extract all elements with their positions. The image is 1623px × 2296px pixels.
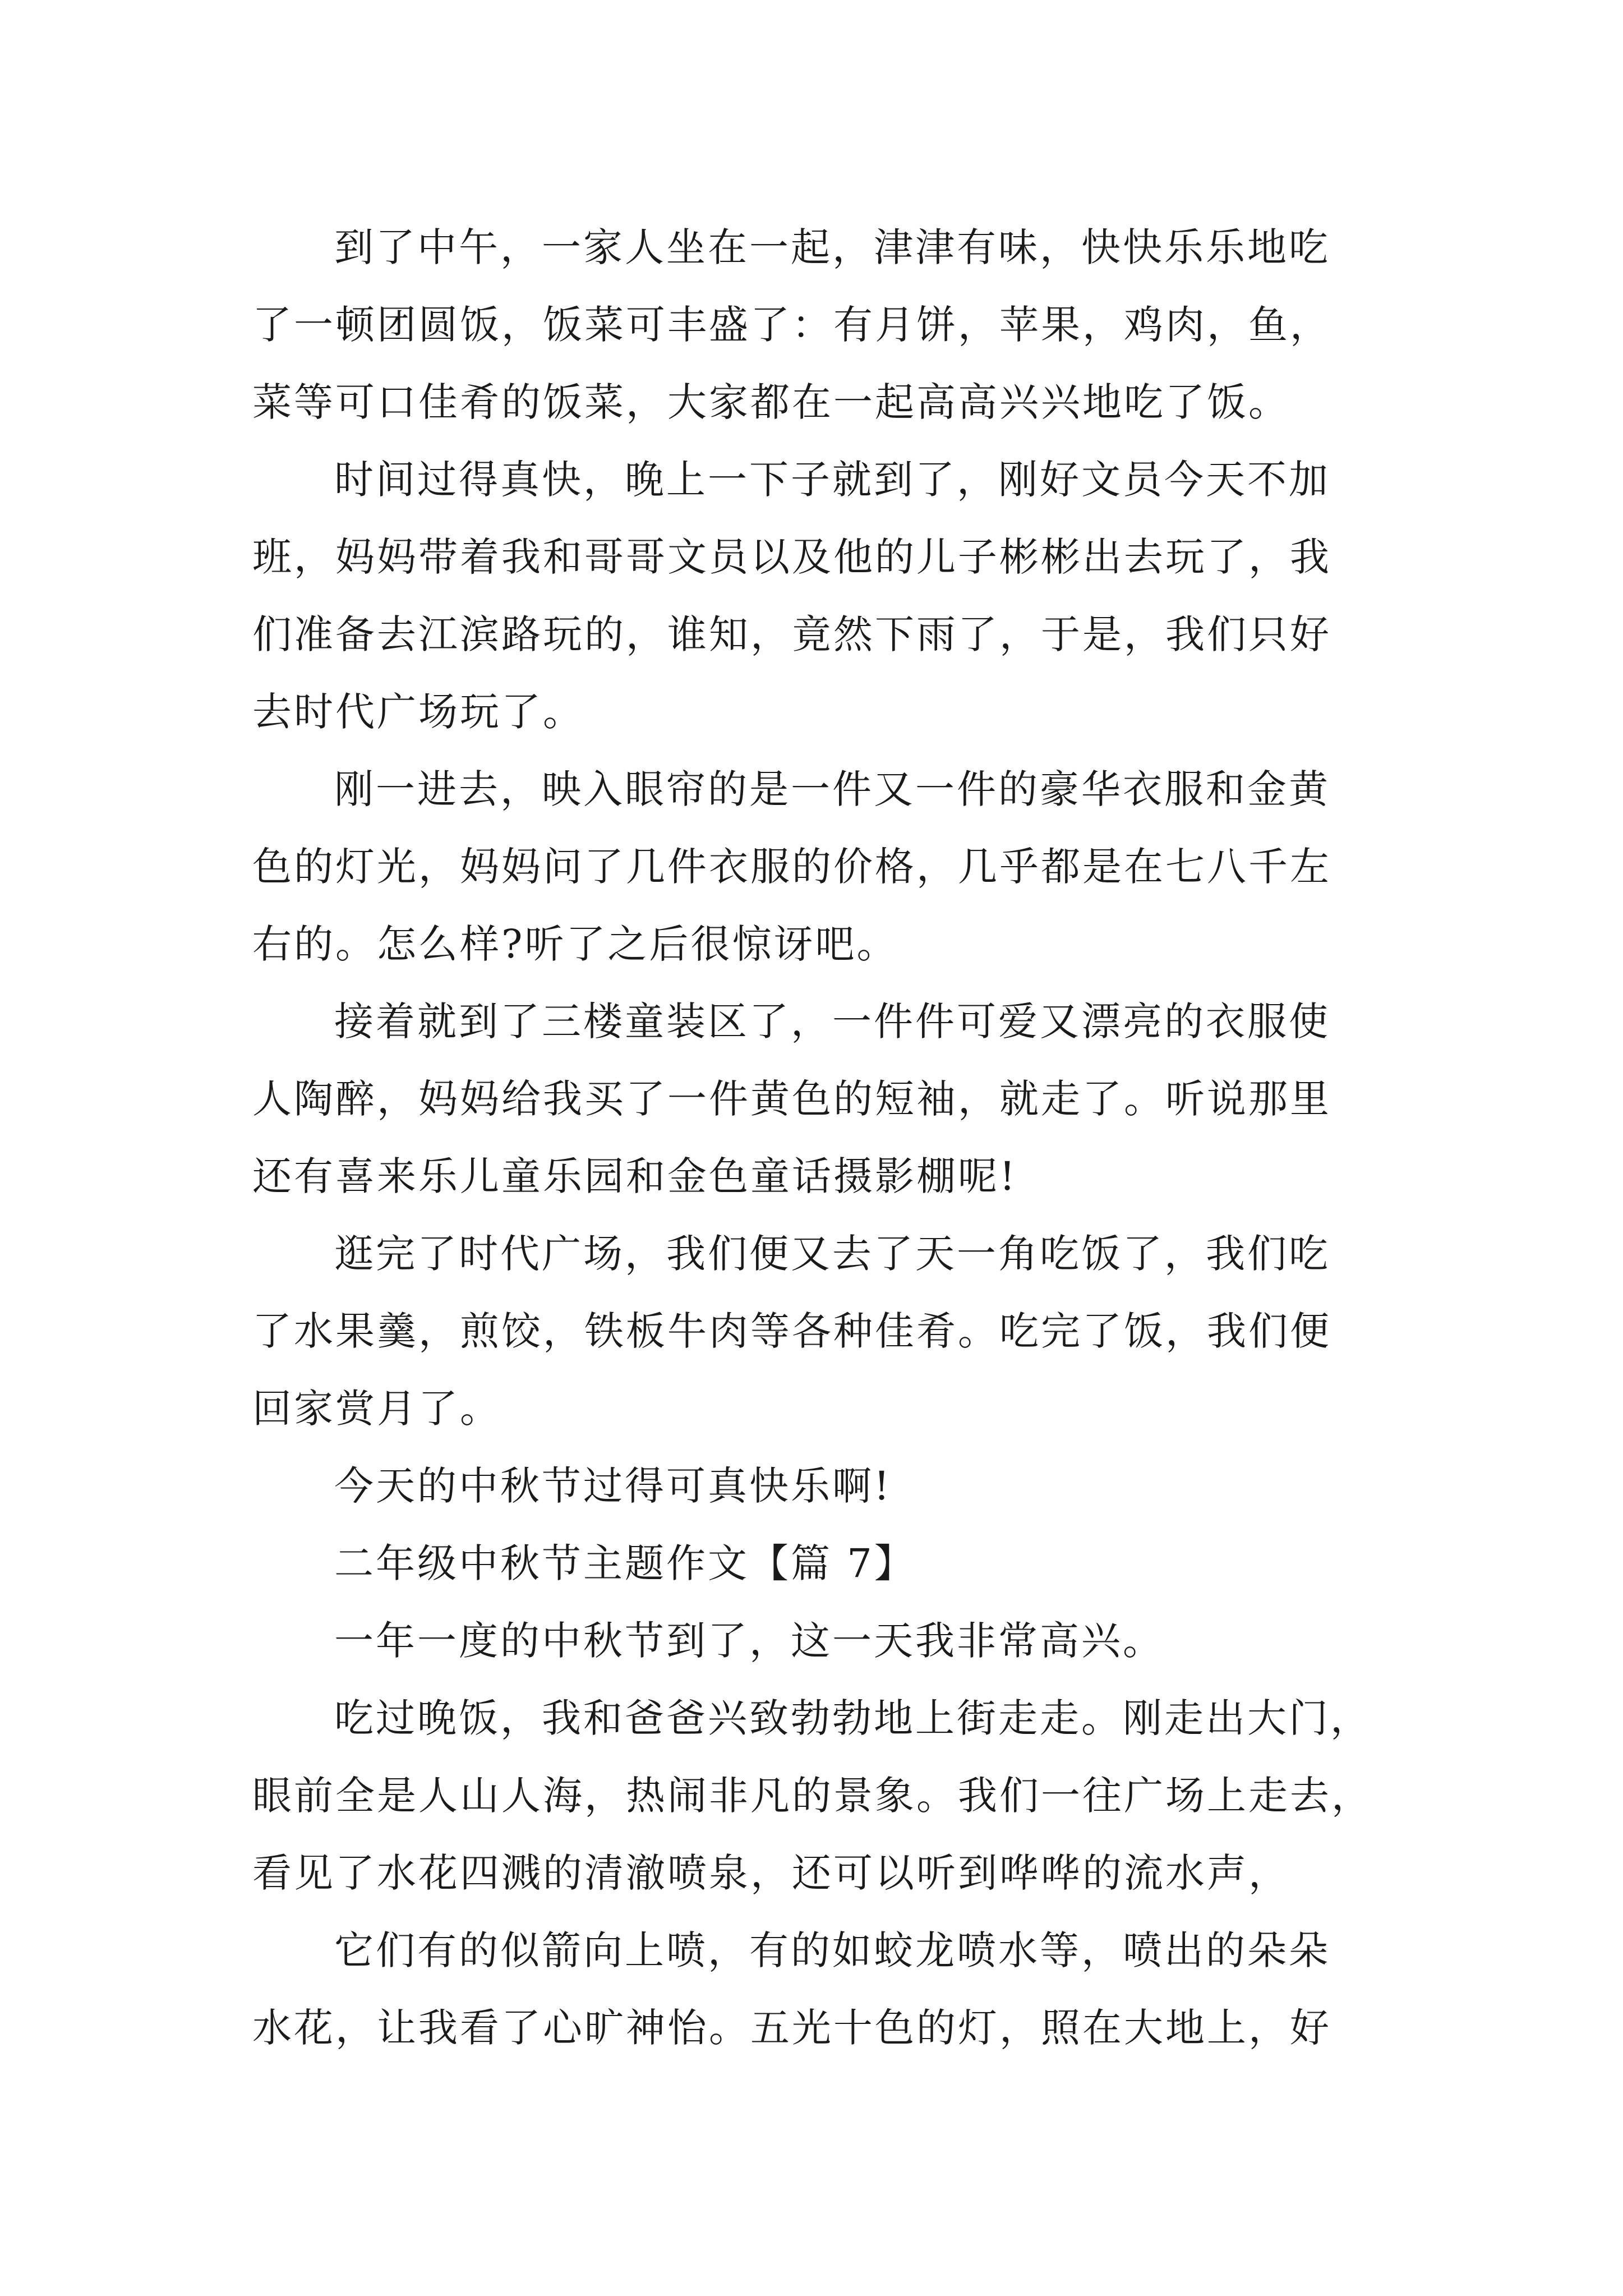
text-line: 班，妈妈带着我和哥哥文员以及他的儿子彬彬出去玩了，我 [252,534,1331,580]
paragraph [252,441,1380,751]
text-line: 它们有的似箭向上喷，有的如蛟龙喷水等，喷出的朵朵 [334,1927,1330,1973]
text-line: 回家赏月了。 [252,1386,501,1432]
paragraph [252,751,1380,983]
text-line: 水花，让我看了心旷神怡。五光十色的灯，照在大地上，好 [252,2005,1331,2051]
paragraph [252,1215,1380,1447]
text-line: 了一顿团圆饭，饭菜可丰盛了：有月饼，苹果，鸡肉，鱼， [252,302,1331,348]
paragraph [252,1680,1380,1912]
text-line: 去时代广场玩了。 [252,689,584,735]
text-line: 看见了水花四溅的清澈喷泉，还可以听到哗哗的流水声， [252,1850,1290,1896]
text-line: 人陶醉，妈妈给我买了一件黄色的短袖，就走了。听说那里 [252,1076,1331,1122]
text-line: 今天的中秋节过得可真快乐啊! [334,1463,892,1509]
section-heading [252,1525,1380,1602]
text-line: 一年一度的中秋节到了，这一天我非常高兴。 [334,1618,1164,1664]
paragraph [252,1602,1380,1680]
document-body [252,209,1380,2067]
text-line: 逛完了时代广场，我们便又去了天一角吃饭了，我们吃 [334,1231,1330,1277]
text-line: 时间过得真快，晚上一下子就到了，刚好文员今天不加 [334,457,1330,503]
text-line: 刚一进去，映入眼帘的是一件又一件的豪华衣服和金黄 [334,766,1330,812]
heading-line: 二年级中秋节主题作文【篇 7】 [334,1540,916,1586]
text-line: 菜等可口佳肴的饭菜，大家都在一起高高兴兴地吃了饭。 [252,379,1290,425]
paragraph [252,983,1380,1215]
text-line: 们准备去江滨路玩的，谁知，竟然下雨了，于是，我们只好 [252,611,1331,657]
text-line: 右的。怎么样?听了之后很惊讶吧。 [252,921,898,967]
text-line: 还有喜来乐儿童乐园和金色童话摄影棚呢! [252,1153,1018,1199]
paragraph [252,1447,1380,1525]
text-line: 接着就到了三楼童装区了，一件件可爱又漂亮的衣服使 [334,999,1330,1045]
text-line: 到了中午，一家人坐在一起，津津有味，快快乐乐地吃 [334,224,1330,270]
paragraph [252,1912,1380,2067]
text-line: 了水果羹，煎饺，铁板牛肉等各种佳肴。吃完了饭，我们便 [252,1308,1331,1354]
text-line: 吃过晚饭，我和爸爸兴致勃勃地上街走走。刚走出大门， [334,1695,1372,1741]
text-line: 眼前全是人山人海，热闹非凡的景象。我们一往广场上走去， [252,1773,1373,1819]
paragraph [252,209,1380,441]
text-line: 色的灯光，妈妈问了几件衣服的价格，几乎都是在七八千左 [252,844,1331,890]
